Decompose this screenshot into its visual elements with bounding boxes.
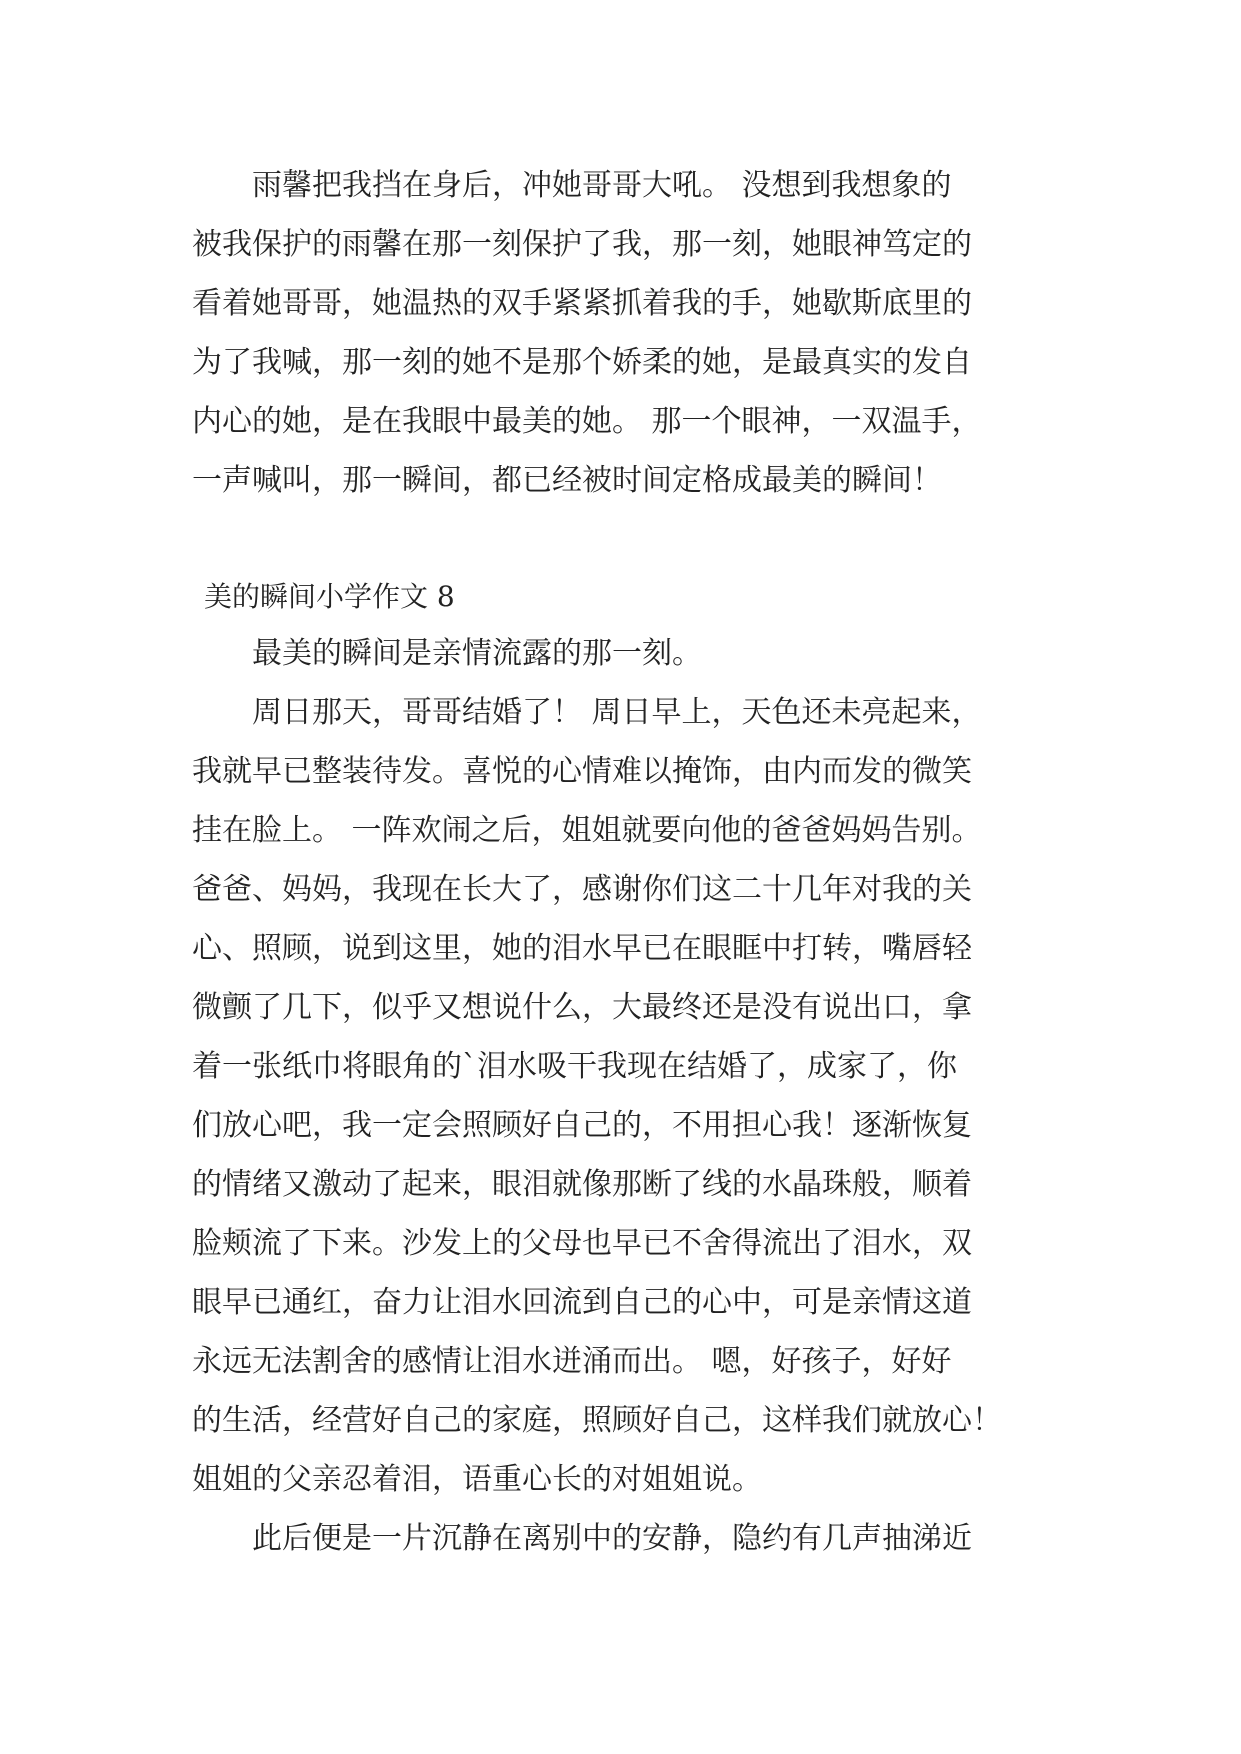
text-line: 此后便是一片沉静在离别中的安静，隐约有几声抽涕近 — [192, 1521, 972, 1556]
text-line: 脸颊流了下来。沙发上的父母也早已不舍得流出了泪水，双 — [192, 1226, 972, 1261]
text-line: 看着她哥哥，她温热的双手紧紧抓着我的手，她歇斯底里的 — [192, 286, 972, 321]
text-line: 们放心吧，我一定会照顾好自己的，不用担心我！逐渐恢复 — [192, 1108, 972, 1143]
text-line: 挂在脸上。 一阵欢闹之后，姐姐就要向他的爸爸妈妈告别。 — [192, 813, 982, 848]
text-line: 爸爸、妈妈，我现在长大了，感谢你们这二十几年对我的关 — [192, 872, 972, 907]
paragraph-section-two — [192, 624, 1052, 1568]
text-line: 眼早已通红，奋力让泪水回流到自己的心中，可是亲情这道 — [192, 1285, 972, 1320]
text-line: 一声喊叫，那一瞬间，都已经被时间定格成最美的瞬间！ — [192, 463, 942, 498]
text-line: 我就早已整装待发。喜悦的心情难以掩饰，由内而发的微笑 — [192, 754, 972, 789]
text-line: 姐姐的父亲忍着泪，语重心长的对姐姐说。 — [192, 1462, 762, 1497]
text-line: 的情绪又激动了起来，眼泪就像那断了线的水晶珠般，顺着 — [192, 1167, 972, 1202]
section-heading: 美的瞬间小学作文 8 — [204, 580, 455, 613]
text-line: 永远无法割舍的感情让泪水迸涌而出。 嗯，好孩子，好好 — [192, 1344, 952, 1379]
text-line: 为了我喊，那一刻的她不是那个娇柔的她，是最真实的发自 — [192, 345, 972, 380]
text-line: 雨馨把我挡在身后，冲她哥哥大吼。 没想到我想象的 — [192, 168, 952, 203]
text-line: 心、照顾，说到这里，她的泪水早已在眼眶中打转，嘴唇轻 — [192, 931, 972, 966]
text-line: 最美的瞬间是亲情流露的那一刻。 — [192, 636, 702, 671]
text-line: 的生活，经营好自己的家庭，照顾好自己，这样我们就放心！ — [192, 1403, 1002, 1438]
text-line: 微颤了几下，似乎又想说什么，大最终还是没有说出口，拿 — [192, 990, 972, 1025]
text-line: 被我保护的雨馨在那一刻保护了我，那一刻，她眼神笃定的 — [192, 227, 972, 262]
paragraph-section-one — [192, 156, 1052, 510]
text-line: 周日那天，哥哥结婚了！ 周日早上，天色还未亮起来， — [192, 695, 982, 730]
text-line: 着一张纸巾将眼角的`泪水吸干我现在结婚了，成家了，你 — [192, 1049, 957, 1084]
text-line: 内心的她，是在我眼中最美的她。 那一个眼神，一双温手， — [192, 404, 982, 439]
